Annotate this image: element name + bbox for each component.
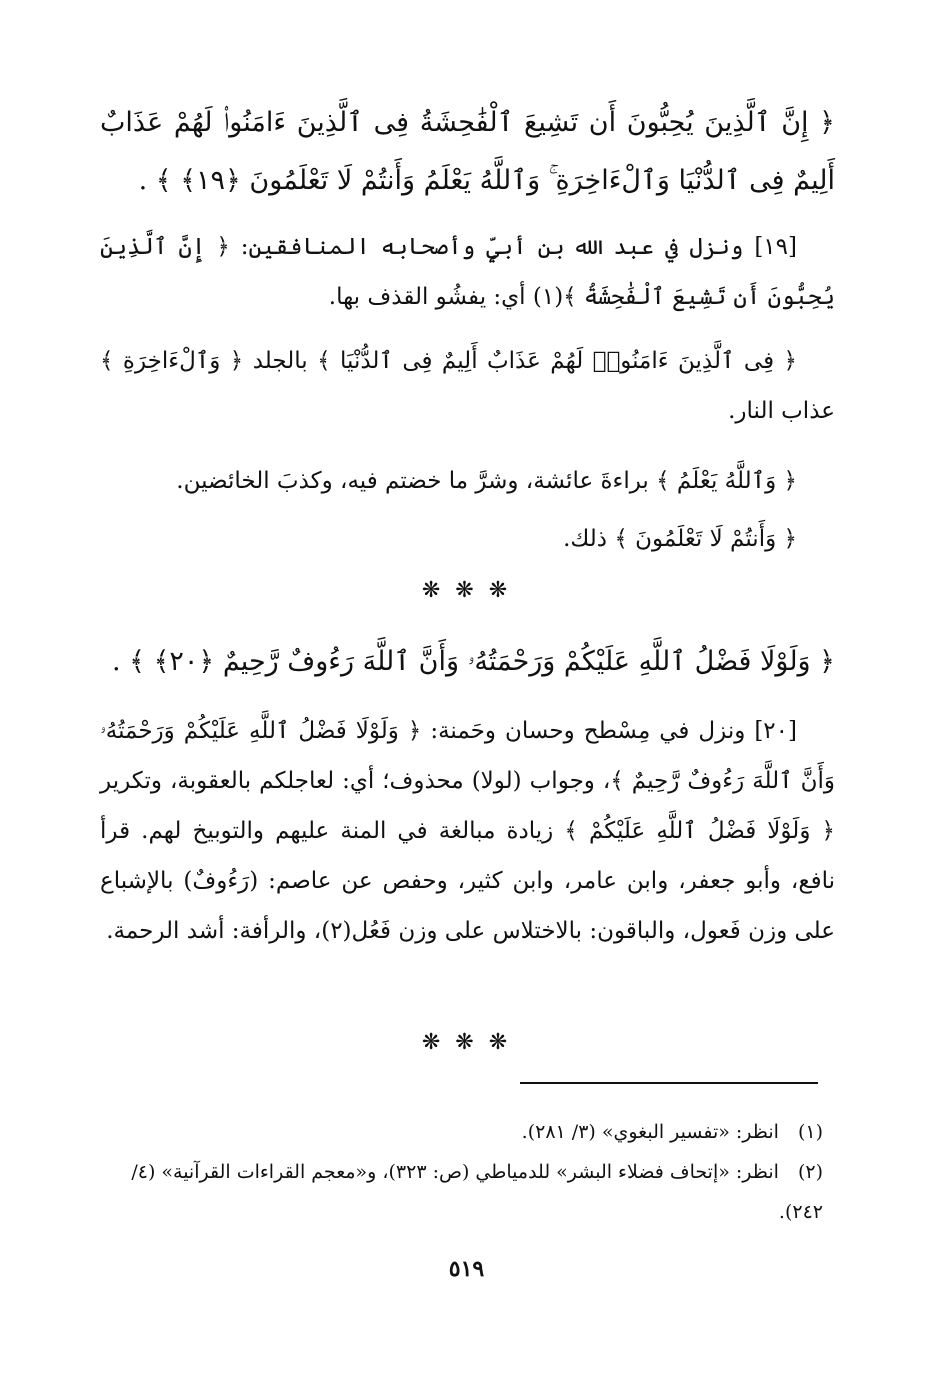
footnote-number: (١): [797, 1121, 823, 1143]
section-separator-end: ❋ ❋ ❋: [421, 1030, 512, 1055]
verse-20: ﴿ وَلَوْلَا فَضْلُ ٱللَّهِ عَلَيْكُمْ وَرَحْمَتُهُۥ وَأَنَّ ٱللَّهَ رَءُوفٌ رَّحِيمٌ ﴿٢٠﴾ ﴾ .: [112, 646, 835, 677]
footnote-number: (٢): [797, 1161, 823, 1183]
footnote-text: انظر: «إتحاف فضلاء البشر» للدمياطي (ص: ٣٢٣)، و«معجم القراءات القرآنية» (٤/ ٢٤٢).: [131, 1161, 823, 1223]
commentary-19-unknown: ﴿ وَأَنتُمْ لَا تَعْلَمُونَ ﴾ ذلك.: [563, 526, 797, 552]
verse-19: ﴿ إِنَّ ٱلَّذِينَ يُحِبُّونَ أَن تَشِيعَ ٱلْفَٰحِشَةُ فِى ٱلَّذِينَ ءَامَنُوا۟ لَهُمْ عَذَابٌ أَلِيمٌ فِى ٱلدُّنْيَا وَٱلْءَاخِرَةِ ۚ وَٱللَّهُ يَعْلَمُ وَأَنتُمْ لَا تَعْلَمُونَ ﴿١٩﴾ ﴾ .: [100, 107, 835, 196]
footnotes: [100, 1112, 823, 1232]
commentary-19-knowledge: ﴿ وَٱللَّهُ يَعْلَمُ ﴾ براءةَ عائشة، وشرَّ ما خضتم فيه، وكذبَ الخائضين.: [176, 468, 797, 494]
commentary-19-intro: [١٩] ونزل في عبد الله بن أبيٍّ وأصحابه المنافقين: ﴿ إِنَّ ٱلَّذِينَ يُحِبُّونَ أَن تَشِيعَ ٱلْفَٰحِشَةُ ﴾(١) أي: يفشُو القذف بها.: [100, 234, 835, 310]
commentary-19-punishment: ﴿ فِى ٱلَّذِينَ ءَامَنُوا۟ لَهُمْ عَذَابٌ أَلِيمٌ فِى ٱلدُّنْيَا ﴾ بالجلد ﴿ وَٱلْءَاخِرَةِ ﴾ عذاب النار.: [100, 348, 835, 424]
page-number: ٥١٩: [448, 1256, 485, 1282]
footnote-text: انظر: «تفسير البغوي» (٣/ ٢٨١).: [521, 1121, 779, 1143]
footnote-1: [100, 1112, 823, 1152]
section-separator: ❋ ❋ ❋: [421, 578, 512, 603]
commentary-20: [٢٠] ونزل في مِسْطح وحسان وحَمنة: ﴿ وَلَوْلَا فَضْلُ ٱللَّهِ عَلَيْكُمْ وَرَحْمَتُهُۥ وَأَنَّ ٱللَّهَ رَءُوفٌ رَّحِيمٌ ﴾، وجواب (لولا) محذوف؛ أي: لعاجلكم بالعقوبة، وتكرير ﴿ وَلَوْلَا فَضْلُ ٱللَّهِ عَلَيْكُمْ ﴾ زيادة مبالغة في المنة عليهم والتوبيخ لهم. قرأ نافع، وأبو جعفر، وابن عامر، وابن كثير، وحفص عن عاصم: (رَءُوفٌ) بالإشباع على وزن فَعول، والباقون: بالاختلاس على وزن فَعُل(٢)، والرأفة: أشد الرحمة.: [100, 718, 835, 944]
footnote-divider: [520, 1082, 818, 1084]
footnote-2: [100, 1152, 823, 1232]
